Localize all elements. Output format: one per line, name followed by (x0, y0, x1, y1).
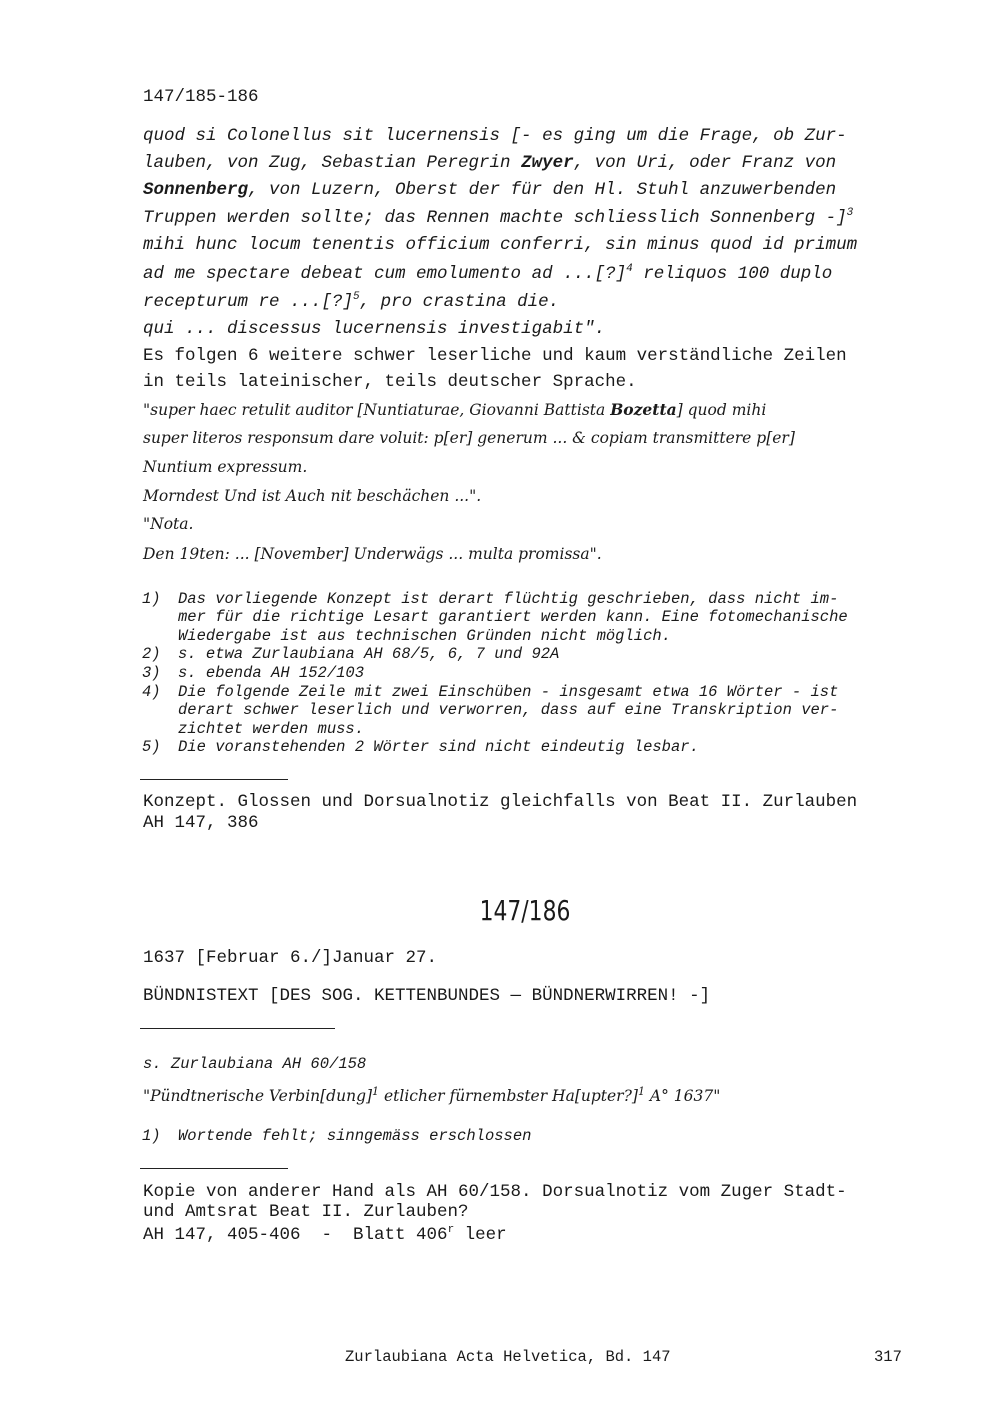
text-span: "Pündtnerische Verbin[dung] (143, 1087, 373, 1105)
entry-heading: BÜNDNISTEXT [DES SOG. KETTENBUNDES — BÜNDNERWIRREN! -] (143, 986, 711, 1006)
entry-date: 1637 [Februar 6./]Januar 27. (143, 948, 438, 968)
source-note: und Amtsrat Beat II. Zurlauben? (143, 1202, 469, 1222)
text-span: A° 1637" (644, 1087, 721, 1105)
text-span: ad me spectare debeat cum emolumento ad ...[?] (143, 264, 627, 284)
text-span: "super haec retulit auditor [Nuntiaturae, Giovanni Battista (143, 401, 611, 419)
divider (140, 1028, 335, 1029)
text-line: Es folgen 6 weitere schwer leserliche und kaum verständliche Zeilen (143, 346, 847, 366)
text-span: lauben, von Zug, Sebastian Peregrin (143, 153, 522, 173)
text-line: qui ... discessus lucernensis investigabit". (143, 319, 606, 339)
name-zwyer: Zwyer (521, 153, 574, 173)
footnote-ref: 1 (372, 1084, 380, 1098)
text-span: reliquos 100 duplo (632, 264, 833, 284)
source-note (143, 1225, 507, 1245)
footnote-number: 4) (142, 683, 161, 701)
text-span: Truppen werden sollte; das Rennen machte schliesslich Sonnenberg -] (143, 208, 847, 228)
text-span: recepturum re ...[?] (143, 292, 354, 312)
quote-line (143, 1084, 721, 1105)
footnote-number: 1) (142, 590, 161, 608)
footnote-text: s. ebenda AH 152/103 (178, 664, 365, 682)
entry-number: 147/186 (479, 894, 571, 927)
name-sonnenberg: Sonnenberg (143, 180, 249, 200)
name-bozetta: Bozetta (610, 400, 677, 419)
footnote-number: 1) (142, 1127, 161, 1145)
superscript: r (447, 1224, 455, 1237)
script-line: Den 19ten: ... [November] Underwägs ... multa promissa". (143, 545, 602, 563)
source-note: Kopie von anderer Hand als AH 60/158. Dorsualnotiz vom Zuger Stadt- (143, 1182, 847, 1202)
footnote-text: Das vorliegende Konzept ist derart flüchtig geschrieben, dass nicht im- (178, 590, 839, 608)
text-span: , von Uri, oder Franz von (573, 153, 837, 173)
text-line (143, 208, 853, 228)
footnote-number: 2) (142, 645, 161, 663)
text-line: in teils lateinischer, teils deutscher Sprache. (143, 372, 637, 392)
text-line: quod si Colonellus sit lucernensis [- es ging um die Frage, ob Zur- (143, 126, 847, 146)
text-span: AH 147, 405-406 - Blatt 406 (143, 1225, 448, 1245)
footnote-text: Die voranstehenden 2 Wörter sind nicht eindeutig lesbar. (178, 738, 699, 756)
document-reference: 147/185-186 (143, 87, 259, 107)
text-span: , pro crastina die. (359, 292, 560, 312)
footnote-ref: 5 (353, 291, 360, 304)
script-line (143, 400, 766, 419)
source-note: AH 147, 386 (143, 813, 259, 833)
text-span: , von Luzern, Oberst der für den Hl. Stuhl anzuwerbenden (248, 180, 837, 200)
divider (140, 1168, 288, 1169)
text-span: leer (454, 1225, 507, 1245)
text-span: ] quod mihi (676, 401, 767, 419)
footnote-number: 3) (142, 664, 161, 682)
text-line (143, 264, 832, 284)
footnote-text: Wiedergabe ist aus technischen Gründen nicht möglich. (178, 627, 671, 645)
footnote-text: derart schwer leserlich und verworren, dass auf eine Transkription ver- (178, 701, 839, 719)
script-line: "Nota. (143, 515, 194, 533)
footnote-ref: 4 (626, 263, 633, 276)
text-line: mihi hunc locum tenentis officium conferri, sin minus quod id primum (143, 235, 858, 255)
footnote-number: 5) (142, 738, 161, 756)
script-line: super literos responsum dare voluit: p[er] generum ... & copiam transmittere p[er] (143, 429, 795, 447)
page-number: 317 (874, 1348, 902, 1366)
text-line (143, 153, 836, 173)
reference-line: s. Zurlaubiana AH 60/158 (143, 1055, 367, 1073)
footnote-text: Wortende fehlt; sinngemäss erschlossen (178, 1127, 532, 1145)
footnote-text: mer für die richtige Lesart garantiert werden kann. Eine fotomechanische (178, 608, 848, 626)
script-line: Nuntium expressum. (143, 458, 308, 476)
source-note: Konzept. Glossen und Dorsualnotiz gleichfalls von Beat II. Zurlauben (143, 792, 858, 812)
text-line (143, 292, 559, 312)
text-span: etlicher fürnembster Ha[upter?] (379, 1087, 638, 1105)
footer-title: Zurlaubiana Acta Helvetica, Bd. 147 (345, 1348, 671, 1366)
text-line (143, 180, 836, 200)
divider (140, 779, 288, 780)
footnote-text: zichtet werden muss. (178, 720, 365, 738)
script-line: Morndest Und ist Auch nit beschächen ...". (143, 487, 482, 505)
footnote-ref: 1 (637, 1084, 645, 1098)
footnote-ref: 3 (846, 207, 854, 220)
footnote-text: s. etwa Zurlaubiana AH 68/5, 6, 7 und 92A (178, 645, 560, 663)
footnote-text: Die folgende Zeile mit zwei Einschüben - insgesamt etwa 16 Wörter - ist (178, 683, 839, 701)
